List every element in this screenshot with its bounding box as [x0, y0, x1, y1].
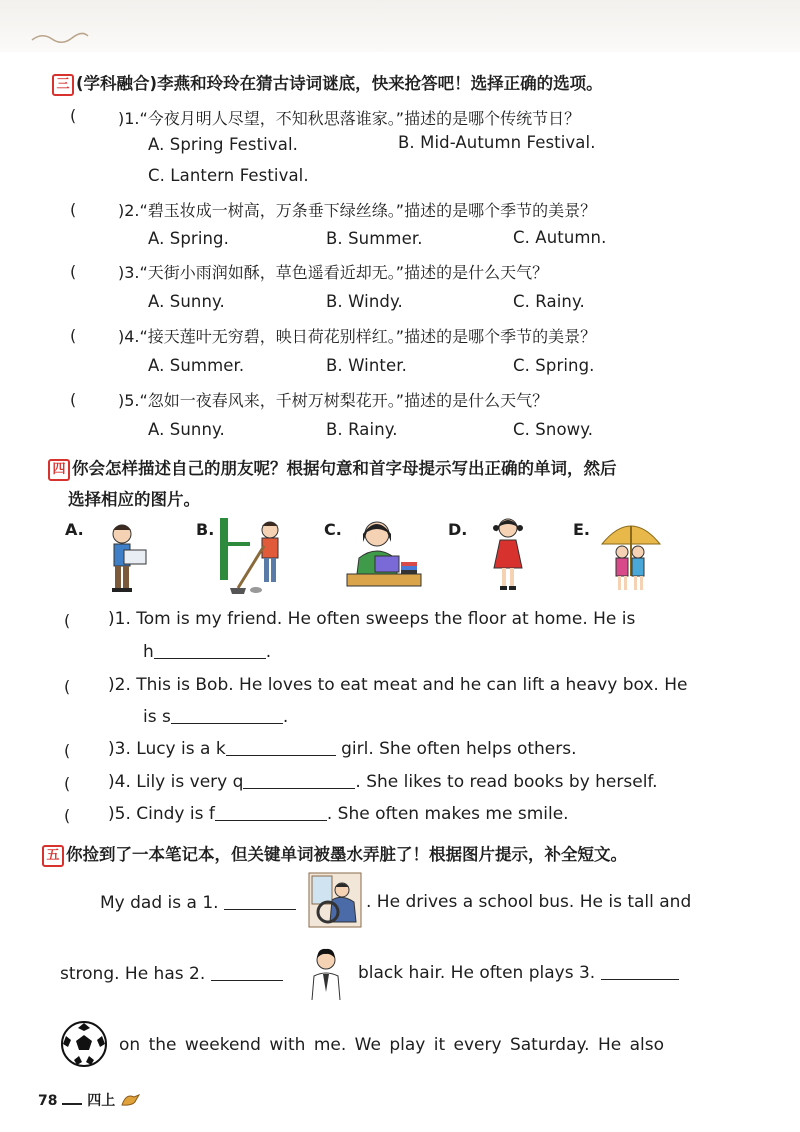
q5-option-c[interactable]: C. Snowy.	[513, 420, 594, 439]
item1-line2: h .	[143, 642, 272, 662]
item2-line1: )2. This is Bob. He loves to eat meat and he can lift a heavy box. He	[108, 675, 688, 695]
picture-label-b: B.	[196, 520, 215, 539]
girl-in-red-dress-picture	[490, 516, 526, 594]
question-1: )1.“今夜月明人尽望，不知秋思落谁家。”描述的是哪个传统节日？	[118, 109, 581, 128]
answer-paren-item3[interactable]: (	[64, 741, 71, 760]
question-2: )2.“碧玉妆成一树高，万条垂下绿丝绦。”描述的是哪个季节的美景？	[118, 201, 597, 220]
passage-blank-2[interactable]	[211, 966, 283, 981]
passage-line2-start: strong. He has 2.	[60, 964, 283, 984]
question-4: )4.“接天莲叶无穷碧，映日荷花别样红。”描述的是哪个季节的美景？	[118, 327, 597, 346]
q1-option-b[interactable]: B. Mid-Autumn Festival.	[398, 133, 596, 152]
passage-blank-3[interactable]	[601, 965, 679, 980]
man-short-hair-picture	[306, 946, 346, 1002]
q2-option-a[interactable]: A. Spring.	[148, 229, 229, 248]
item5-line: )5. Cindy is f . She often makes me smile.	[108, 804, 569, 824]
grade-label: 四上	[87, 1093, 116, 1109]
bird-mascot-icon	[120, 1091, 140, 1107]
q1-option-a[interactable]: A. Spring Festival.	[148, 135, 298, 154]
q3-option-a[interactable]: A. Sunny.	[148, 292, 225, 311]
passage-line1-end: . He drives a school bus. He is tall and	[366, 892, 692, 912]
question-3: )3.“天街小雨润如酥，草色遥看近却无。”描述的是什么天气？	[118, 263, 549, 282]
q2-option-c[interactable]: C. Autumn.	[513, 228, 607, 247]
section3-badge: 三	[52, 74, 74, 96]
picture-label-e: E.	[573, 520, 591, 539]
answer-paren-q3[interactable]: (	[70, 262, 77, 281]
item2-line2: is s .	[143, 707, 289, 727]
section4-badge: 四	[48, 459, 70, 481]
q5-option-b[interactable]: B. Rainy.	[326, 420, 398, 439]
bus-driver-picture	[308, 872, 362, 928]
answer-paren-q2[interactable]: (	[70, 200, 77, 219]
boy-carrying-box-picture	[98, 520, 154, 596]
soccer-ball-icon	[60, 1020, 108, 1068]
answer-paren-item2[interactable]: (	[64, 677, 71, 696]
q4-option-b[interactable]: B. Winter.	[326, 356, 407, 375]
girl-reading-book-picture	[345, 518, 423, 590]
picture-label-c: C.	[324, 520, 342, 539]
passage-line2-middle: black hair. He often plays 3.	[358, 963, 679, 983]
page-top-band	[0, 0, 800, 52]
footer-divider	[62, 1103, 82, 1105]
boy-sweeping-floor-picture	[210, 518, 296, 596]
answer-paren-item5[interactable]: (	[64, 806, 71, 825]
q3-option-c[interactable]: C. Rainy.	[513, 292, 585, 311]
item3-blank[interactable]	[226, 741, 336, 756]
section4-title-line2: 选择相应的图片。	[68, 490, 200, 509]
passage-line1-start: My dad is a 1.	[100, 893, 296, 913]
item4-line: )4. Lily is very q . She likes to read books by herself.	[108, 772, 658, 792]
q3-option-b[interactable]: B. Windy.	[326, 292, 403, 311]
page-number: 78	[38, 1093, 58, 1109]
q5-option-a[interactable]: A. Sunny.	[148, 420, 225, 439]
section3-title: 三 (学科融合)李燕和玲玲在猜古诗词谜底，快来抢答吧！选择正确的选项。	[52, 70, 603, 96]
answer-paren-item1[interactable]: (	[64, 611, 71, 630]
passage-blank-1[interactable]	[224, 895, 296, 910]
item2-blank[interactable]	[171, 709, 283, 724]
page-footer	[38, 1090, 140, 1110]
item1-blank[interactable]	[154, 644, 266, 659]
section5-title: 五 你捡到了一本笔记本，但关键单词被墨水弄脏了！根据图片提示，补全短文。	[42, 841, 627, 867]
decorative-swirl-icon	[30, 30, 90, 46]
item3-line: )3. Lucy is a k girl. She often helps others.	[108, 739, 577, 759]
passage-line3: on the weekend with me. We play it every Saturday. He also	[119, 1035, 665, 1055]
question-5: )5.“忽如一夜春风来，千树万树梨花开。”描述的是什么天气？	[118, 391, 549, 410]
picture-label-a: A.	[65, 520, 84, 539]
answer-paren-q1[interactable]: (	[70, 106, 77, 125]
item5-blank[interactable]	[215, 806, 327, 821]
girls-under-umbrella-picture	[598, 516, 664, 596]
q2-option-b[interactable]: B. Summer.	[326, 229, 423, 248]
q4-option-a[interactable]: A. Summer.	[148, 356, 245, 375]
picture-label-d: D.	[448, 520, 468, 539]
section5-badge: 五	[42, 845, 64, 867]
q4-option-c[interactable]: C. Spring.	[513, 356, 595, 375]
answer-paren-q4[interactable]: (	[70, 326, 77, 345]
item1-line1: )1. Tom is my friend. He often sweeps the floor at home. He is	[108, 609, 636, 629]
answer-paren-q5[interactable]: (	[70, 390, 77, 409]
section4-title-line1: 四 你会怎样描述自己的朋友呢？根据句意和首字母提示写出正确的单词，然后	[48, 455, 617, 481]
item4-blank[interactable]	[243, 774, 355, 789]
answer-paren-item4[interactable]: (	[64, 774, 71, 793]
q1-option-c[interactable]: C. Lantern Festival.	[148, 166, 309, 185]
